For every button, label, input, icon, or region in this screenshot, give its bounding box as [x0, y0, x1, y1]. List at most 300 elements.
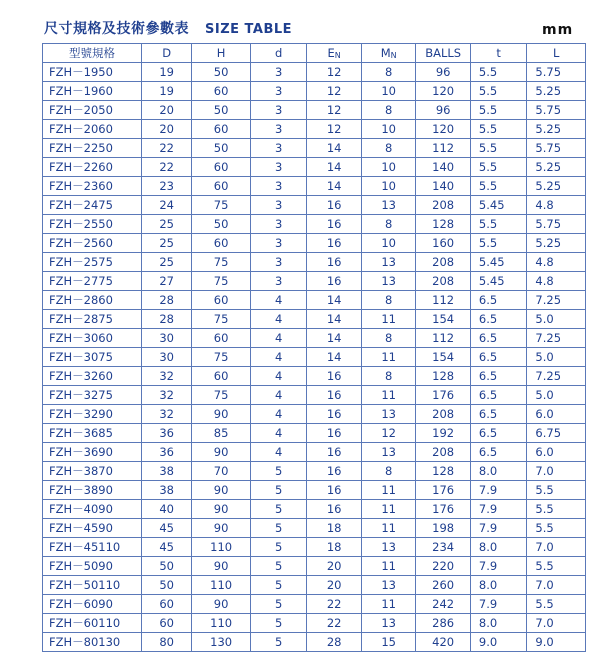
cell-d-outer: 36: [141, 424, 191, 443]
cell-t: 5.5: [470, 177, 527, 196]
cell-h: 70: [192, 462, 251, 481]
cell-mn: 10: [361, 82, 416, 101]
header-en-main: E: [327, 46, 335, 60]
cell-l: 5.25: [527, 158, 586, 177]
cell-en: 16: [307, 253, 362, 272]
cell-balls: 208: [416, 443, 471, 462]
cell-h: 75: [192, 386, 251, 405]
cell-mn: 12: [361, 424, 416, 443]
cell-h: 90: [192, 595, 251, 614]
cell-balls: 208: [416, 272, 471, 291]
cell-model: FZH－2475: [43, 196, 142, 215]
cell-h: 50: [192, 139, 251, 158]
cell-h: 110: [192, 614, 251, 633]
cell-en: 16: [307, 386, 362, 405]
cell-mn: 13: [361, 253, 416, 272]
cell-d-inner: 4: [250, 348, 307, 367]
cell-en: 14: [307, 139, 362, 158]
unit-label: mm: [542, 22, 574, 38]
cell-t: 5.5: [470, 139, 527, 158]
cell-model: FZH－60110: [43, 614, 142, 633]
table-row: [43, 348, 586, 367]
cell-mn: 13: [361, 196, 416, 215]
cell-model: FZH－1950: [43, 63, 142, 82]
table-row: [43, 253, 586, 272]
cell-balls: 420: [416, 633, 471, 652]
table-row: [43, 367, 586, 386]
cell-mn: 13: [361, 614, 416, 633]
cell-balls: 242: [416, 595, 471, 614]
cell-l: 5.5: [527, 557, 586, 576]
cell-mn: 8: [361, 462, 416, 481]
cell-model: FZH－3685: [43, 424, 142, 443]
cell-d-outer: 28: [141, 310, 191, 329]
cell-mn: 15: [361, 633, 416, 652]
cell-en: 14: [307, 310, 362, 329]
cell-en: 12: [307, 120, 362, 139]
cell-h: 75: [192, 348, 251, 367]
cell-en: 22: [307, 614, 362, 633]
table-row: [43, 500, 586, 519]
cell-mn: 11: [361, 481, 416, 500]
cell-balls: 112: [416, 329, 471, 348]
cell-h: 60: [192, 82, 251, 101]
table-row: [43, 291, 586, 310]
cell-balls: 112: [416, 139, 471, 158]
cell-d-inner: 4: [250, 367, 307, 386]
cell-model: FZH－2050: [43, 101, 142, 120]
cell-balls: 140: [416, 177, 471, 196]
cell-d-outer: 25: [141, 215, 191, 234]
cell-mn: 8: [361, 139, 416, 158]
cell-d-inner: 3: [250, 120, 307, 139]
cell-mn: 13: [361, 538, 416, 557]
cell-t: 5.5: [470, 158, 527, 177]
cell-l: 5.0: [527, 348, 586, 367]
cell-t: 8.0: [470, 538, 527, 557]
cell-d-outer: 20: [141, 101, 191, 120]
cell-d-outer: 38: [141, 481, 191, 500]
table-row: [43, 614, 586, 633]
cell-model: FZH－2875: [43, 310, 142, 329]
cell-mn: 8: [361, 215, 416, 234]
cell-mn: 11: [361, 500, 416, 519]
cell-en: 16: [307, 367, 362, 386]
cell-d-inner: 3: [250, 253, 307, 272]
cell-l: 4.8: [527, 272, 586, 291]
cell-model: FZH－5090: [43, 557, 142, 576]
cell-model: FZH－80130: [43, 633, 142, 652]
table-row: [43, 481, 586, 500]
header-d-inner: d: [250, 44, 307, 63]
cell-mn: 13: [361, 576, 416, 595]
cell-en: 18: [307, 519, 362, 538]
cell-t: 6.5: [470, 424, 527, 443]
cell-h: 50: [192, 101, 251, 120]
cell-balls: 286: [416, 614, 471, 633]
cell-t: 7.9: [470, 557, 527, 576]
header-model: 型號規格: [43, 44, 142, 63]
cell-d-inner: 3: [250, 234, 307, 253]
cell-en: 16: [307, 500, 362, 519]
cell-model: FZH－2360: [43, 177, 142, 196]
cell-d-inner: 3: [250, 215, 307, 234]
cell-t: 6.5: [470, 310, 527, 329]
cell-mn: 8: [361, 367, 416, 386]
cell-d-outer: 24: [141, 196, 191, 215]
table-row: [43, 595, 586, 614]
cell-d-outer: 45: [141, 519, 191, 538]
cell-model: FZH－3890: [43, 481, 142, 500]
cell-l: 7.0: [527, 538, 586, 557]
cell-en: 16: [307, 462, 362, 481]
cell-model: FZH－2560: [43, 234, 142, 253]
cell-model: FZH－3060: [43, 329, 142, 348]
cell-d-inner: 3: [250, 177, 307, 196]
cell-t: 8.0: [470, 614, 527, 633]
cell-d-inner: 5: [250, 538, 307, 557]
cell-en: 20: [307, 576, 362, 595]
cell-h: 50: [192, 215, 251, 234]
cell-d-inner: 5: [250, 462, 307, 481]
cell-en: 16: [307, 405, 362, 424]
cell-d-inner: 5: [250, 576, 307, 595]
cell-model: FZH－45110: [43, 538, 142, 557]
cell-h: 60: [192, 234, 251, 253]
size-table: [42, 43, 586, 652]
cell-h: 110: [192, 538, 251, 557]
cell-balls: 220: [416, 557, 471, 576]
cell-h: 110: [192, 576, 251, 595]
cell-en: 14: [307, 291, 362, 310]
cell-en: 16: [307, 481, 362, 500]
cell-d-inner: 3: [250, 196, 307, 215]
cell-h: 90: [192, 557, 251, 576]
cell-balls: 154: [416, 310, 471, 329]
table-row: [43, 120, 586, 139]
cell-balls: 154: [416, 348, 471, 367]
cell-model: FZH－2250: [43, 139, 142, 158]
table-row: [43, 310, 586, 329]
table-row: [43, 538, 586, 557]
cell-mn: 8: [361, 291, 416, 310]
cell-model: FZH－50110: [43, 576, 142, 595]
cell-model: FZH－2260: [43, 158, 142, 177]
cell-d-outer: 40: [141, 500, 191, 519]
cell-balls: 128: [416, 367, 471, 386]
cell-l: 5.5: [527, 500, 586, 519]
page-title: [44, 18, 292, 38]
cell-en: 14: [307, 158, 362, 177]
cell-model: FZH－2575: [43, 253, 142, 272]
title-chinese: 尺寸規格及技術參數表: [44, 21, 189, 37]
cell-d-inner: 4: [250, 310, 307, 329]
cell-t: 6.5: [470, 443, 527, 462]
cell-t: 6.5: [470, 291, 527, 310]
header-mn-main: M: [380, 46, 391, 60]
cell-t: 7.9: [470, 519, 527, 538]
cell-t: 6.5: [470, 348, 527, 367]
cell-t: 5.5: [470, 63, 527, 82]
cell-mn: 10: [361, 177, 416, 196]
cell-model: FZH－3275: [43, 386, 142, 405]
cell-en: 28: [307, 633, 362, 652]
cell-en: 12: [307, 101, 362, 120]
cell-en: 20: [307, 557, 362, 576]
cell-l: 5.5: [527, 481, 586, 500]
cell-d-outer: 32: [141, 367, 191, 386]
cell-h: 60: [192, 120, 251, 139]
table-row: [43, 234, 586, 253]
cell-balls: 176: [416, 481, 471, 500]
cell-l: 5.75: [527, 215, 586, 234]
cell-balls: 192: [416, 424, 471, 443]
cell-h: 90: [192, 500, 251, 519]
cell-mn: 8: [361, 329, 416, 348]
cell-h: 50: [192, 63, 251, 82]
cell-d-inner: 5: [250, 557, 307, 576]
cell-mn: 8: [361, 63, 416, 82]
cell-en: 14: [307, 348, 362, 367]
cell-balls: 120: [416, 120, 471, 139]
cell-l: 5.25: [527, 82, 586, 101]
cell-d-outer: 32: [141, 386, 191, 405]
cell-mn: 8: [361, 101, 416, 120]
cell-balls: 198: [416, 519, 471, 538]
header-en-sub: N: [334, 51, 341, 60]
cell-balls: 176: [416, 500, 471, 519]
cell-h: 75: [192, 272, 251, 291]
cell-balls: 112: [416, 291, 471, 310]
table-row: [43, 443, 586, 462]
cell-en: 16: [307, 272, 362, 291]
cell-d-outer: 27: [141, 272, 191, 291]
cell-h: 60: [192, 291, 251, 310]
cell-mn: 13: [361, 443, 416, 462]
cell-d-outer: 60: [141, 595, 191, 614]
cell-t: 6.5: [470, 386, 527, 405]
header-row: [43, 44, 586, 63]
cell-mn: 13: [361, 272, 416, 291]
table-row: [43, 424, 586, 443]
cell-l: 5.5: [527, 519, 586, 538]
cell-d-inner: 4: [250, 291, 307, 310]
cell-t: 8.0: [470, 576, 527, 595]
cell-d-outer: 50: [141, 576, 191, 595]
cell-h: 75: [192, 310, 251, 329]
cell-d-inner: 3: [250, 82, 307, 101]
cell-l: 5.25: [527, 120, 586, 139]
cell-en: 14: [307, 329, 362, 348]
cell-model: FZH－2775: [43, 272, 142, 291]
table-row: [43, 101, 586, 120]
cell-d-inner: 4: [250, 424, 307, 443]
cell-mn: 13: [361, 405, 416, 424]
cell-balls: 120: [416, 82, 471, 101]
cell-l: 4.8: [527, 196, 586, 215]
cell-t: 5.45: [470, 196, 527, 215]
cell-d-outer: 30: [141, 348, 191, 367]
cell-d-outer: 25: [141, 234, 191, 253]
table-row: [43, 576, 586, 595]
cell-d-outer: 30: [141, 329, 191, 348]
cell-d-inner: 5: [250, 595, 307, 614]
cell-h: 85: [192, 424, 251, 443]
cell-t: 9.0: [470, 633, 527, 652]
cell-mn: 10: [361, 234, 416, 253]
cell-d-outer: 23: [141, 177, 191, 196]
cell-t: 6.5: [470, 367, 527, 386]
cell-model: FZH－3075: [43, 348, 142, 367]
cell-mn: 11: [361, 386, 416, 405]
cell-d-outer: 60: [141, 614, 191, 633]
cell-l: 5.75: [527, 139, 586, 158]
cell-l: 6.0: [527, 443, 586, 462]
cell-l: 5.25: [527, 234, 586, 253]
cell-l: 5.75: [527, 63, 586, 82]
cell-model: FZH－2060: [43, 120, 142, 139]
cell-l: 5.25: [527, 177, 586, 196]
cell-h: 90: [192, 405, 251, 424]
cell-t: 6.5: [470, 405, 527, 424]
cell-model: FZH－3260: [43, 367, 142, 386]
cell-t: 7.9: [470, 481, 527, 500]
cell-d-inner: 4: [250, 443, 307, 462]
header-d-outer: D: [141, 44, 191, 63]
header-h: H: [192, 44, 251, 63]
table-row: [43, 139, 586, 158]
cell-mn: 11: [361, 557, 416, 576]
cell-balls: 260: [416, 576, 471, 595]
cell-balls: 208: [416, 405, 471, 424]
cell-model: FZH－6090: [43, 595, 142, 614]
table-row: [43, 272, 586, 291]
cell-h: 130: [192, 633, 251, 652]
cell-model: FZH－3290: [43, 405, 142, 424]
cell-h: 90: [192, 519, 251, 538]
cell-d-inner: 4: [250, 329, 307, 348]
cell-d-inner: 5: [250, 633, 307, 652]
cell-d-outer: 38: [141, 462, 191, 481]
cell-h: 60: [192, 158, 251, 177]
cell-d-inner: 3: [250, 158, 307, 177]
cell-t: 8.0: [470, 462, 527, 481]
cell-l: 5.5: [527, 595, 586, 614]
cell-en: 16: [307, 196, 362, 215]
cell-d-outer: 22: [141, 158, 191, 177]
cell-h: 60: [192, 177, 251, 196]
cell-en: 12: [307, 63, 362, 82]
cell-h: 90: [192, 443, 251, 462]
cell-l: 7.25: [527, 367, 586, 386]
header-t: t: [470, 44, 527, 63]
cell-l: 7.25: [527, 291, 586, 310]
cell-l: 5.0: [527, 310, 586, 329]
cell-t: 5.5: [470, 215, 527, 234]
cell-h: 60: [192, 329, 251, 348]
cell-mn: 11: [361, 519, 416, 538]
cell-l: 9.0: [527, 633, 586, 652]
cell-d-inner: 5: [250, 519, 307, 538]
table-row: [43, 329, 586, 348]
title-english: SIZE TABLE: [205, 22, 293, 37]
cell-d-inner: 5: [250, 614, 307, 633]
cell-model: FZH－2550: [43, 215, 142, 234]
cell-d-inner: 5: [250, 481, 307, 500]
cell-t: 6.5: [470, 329, 527, 348]
cell-l: 6.75: [527, 424, 586, 443]
cell-mn: 11: [361, 310, 416, 329]
table-row: [43, 519, 586, 538]
cell-l: 7.0: [527, 576, 586, 595]
header-en: [307, 44, 362, 63]
cell-balls: 96: [416, 63, 471, 82]
header-mn: [361, 44, 416, 63]
table-row: [43, 386, 586, 405]
cell-d-outer: 19: [141, 63, 191, 82]
cell-l: 7.0: [527, 614, 586, 633]
cell-en: 22: [307, 595, 362, 614]
table-row: [43, 633, 586, 652]
cell-l: 6.0: [527, 405, 586, 424]
cell-t: 7.9: [470, 595, 527, 614]
cell-d-outer: 32: [141, 405, 191, 424]
cell-d-inner: 4: [250, 405, 307, 424]
cell-d-outer: 25: [141, 253, 191, 272]
cell-l: 5.75: [527, 101, 586, 120]
cell-d-inner: 3: [250, 101, 307, 120]
cell-t: 7.9: [470, 500, 527, 519]
cell-en: 14: [307, 177, 362, 196]
cell-balls: 160: [416, 234, 471, 253]
table-row: [43, 405, 586, 424]
cell-model: FZH－2860: [43, 291, 142, 310]
cell-l: 5.0: [527, 386, 586, 405]
cell-d-outer: 45: [141, 538, 191, 557]
table-row: [43, 63, 586, 82]
header-mn-sub: N: [390, 51, 397, 60]
cell-d-inner: 4: [250, 386, 307, 405]
table-row: [43, 82, 586, 101]
cell-d-inner: 3: [250, 139, 307, 158]
cell-mn: 11: [361, 595, 416, 614]
cell-t: 5.45: [470, 253, 527, 272]
table-row: [43, 215, 586, 234]
cell-t: 5.5: [470, 101, 527, 120]
cell-h: 90: [192, 481, 251, 500]
cell-model: FZH－4090: [43, 500, 142, 519]
cell-d-outer: 20: [141, 120, 191, 139]
cell-balls: 128: [416, 215, 471, 234]
cell-d-outer: 28: [141, 291, 191, 310]
cell-d-outer: 22: [141, 139, 191, 158]
cell-l: 7.0: [527, 462, 586, 481]
cell-en: 16: [307, 443, 362, 462]
cell-balls: 208: [416, 196, 471, 215]
cell-t: 5.5: [470, 234, 527, 253]
cell-l: 4.8: [527, 253, 586, 272]
cell-d-outer: 36: [141, 443, 191, 462]
cell-model: FZH－3690: [43, 443, 142, 462]
header-l: L: [527, 44, 586, 63]
cell-model: FZH－4590: [43, 519, 142, 538]
table-row: [43, 196, 586, 215]
cell-en: 16: [307, 234, 362, 253]
cell-balls: 234: [416, 538, 471, 557]
cell-h: 75: [192, 196, 251, 215]
cell-mn: 10: [361, 120, 416, 139]
cell-en: 18: [307, 538, 362, 557]
